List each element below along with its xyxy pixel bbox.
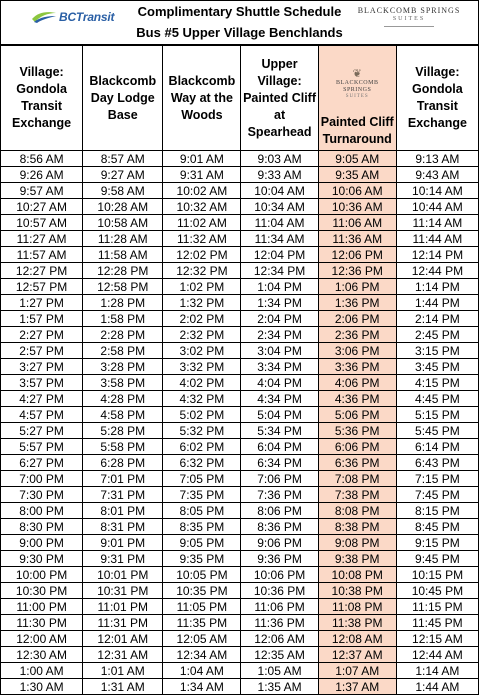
table-cell: 4:06 PM — [318, 375, 396, 391]
table-cell: 2:28 PM — [83, 327, 163, 343]
table-cell: 1:27 PM — [1, 295, 83, 311]
table-cell: 9:36 PM — [241, 551, 318, 567]
fern-icon: ❦ — [352, 68, 362, 80]
table-cell: 9:00 PM — [1, 535, 83, 551]
table-cell: 5:32 PM — [163, 423, 241, 439]
table-cell: 11:57 AM — [1, 247, 83, 263]
table-cell: 12:34 PM — [241, 263, 318, 279]
table-row — [1, 423, 479, 439]
table-cell: 7:08 PM — [318, 471, 396, 487]
table-cell: 10:57 AM — [1, 215, 83, 231]
table-cell: 12:34 AM — [163, 647, 241, 663]
table-cell: 12:35 AM — [241, 647, 318, 663]
table-cell: 3:04 PM — [241, 343, 318, 359]
table-cell: 10:32 AM — [163, 199, 241, 215]
table-cell: 1:35 AM — [241, 679, 318, 695]
table-cell: 4:36 PM — [318, 391, 396, 407]
table-cell: 6:02 PM — [163, 439, 241, 455]
table-cell: 8:01 PM — [83, 503, 163, 519]
table-cell: 9:57 AM — [1, 183, 83, 199]
table-cell: 11:36 AM — [318, 231, 396, 247]
table-cell: 8:57 AM — [83, 151, 163, 167]
schedule-title: Complimentary Shuttle Schedule — [137, 4, 342, 19]
column-header-label: Painted Cliff Turnaround — [320, 115, 394, 146]
table-row — [1, 263, 479, 279]
table-cell: 11:32 AM — [163, 231, 241, 247]
table-cell: 11:35 PM — [163, 615, 241, 631]
column-header-painted-cliff-spearhead: Upper Village: Painted Cliff at Spearhead — [241, 46, 318, 151]
table-cell: 11:36 PM — [241, 615, 318, 631]
table-cell: 3:28 PM — [83, 359, 163, 375]
table-row — [1, 471, 479, 487]
table-cell: 10:06 AM — [318, 183, 396, 199]
table-cell: 1:37 AM — [318, 679, 396, 695]
table-cell: 6:27 PM — [1, 455, 83, 471]
table-cell: 1:28 PM — [83, 295, 163, 311]
schedule-table — [0, 45, 479, 695]
table-cell: 10:45 PM — [396, 583, 478, 599]
table-row — [1, 295, 479, 311]
table-cell: 11:05 PM — [163, 599, 241, 615]
table-cell: 7:15 PM — [396, 471, 478, 487]
table-row — [1, 199, 479, 215]
table-cell: 8:15 PM — [396, 503, 478, 519]
table-cell: 5:27 PM — [1, 423, 83, 439]
table-cell: 7:30 PM — [1, 487, 83, 503]
table-row — [1, 567, 479, 583]
table-row — [1, 311, 479, 327]
table-cell: 10:30 PM — [1, 583, 83, 599]
table-cell: 1:57 PM — [1, 311, 83, 327]
table-cell: 10:08 PM — [318, 567, 396, 583]
table-cell: 8:00 PM — [1, 503, 83, 519]
table-row — [1, 519, 479, 535]
table-cell: 10:28 AM — [83, 199, 163, 215]
table-cell: 8:56 AM — [1, 151, 83, 167]
table-cell: 2:34 PM — [241, 327, 318, 343]
table-row — [1, 375, 479, 391]
table-cell: 3:15 PM — [396, 343, 478, 359]
table-cell: 9:08 PM — [318, 535, 396, 551]
table-cell: 9:01 PM — [83, 535, 163, 551]
schedule-body — [1, 151, 479, 695]
partner-logo-name: BLACKCOMB SPRINGS — [357, 6, 461, 15]
table-cell: 9:45 PM — [396, 551, 478, 567]
table-cell: 9:05 PM — [163, 535, 241, 551]
table-cell: 9:13 AM — [396, 151, 478, 167]
table-cell: 9:58 AM — [83, 183, 163, 199]
table-cell: 2:36 PM — [318, 327, 396, 343]
table-row — [1, 183, 479, 199]
table-cell: 12:31 AM — [83, 647, 163, 663]
table-cell: 12:30 AM — [1, 647, 83, 663]
table-cell: 4:04 PM — [241, 375, 318, 391]
table-cell: 5:36 PM — [318, 423, 396, 439]
table-cell: 12:14 PM — [396, 247, 478, 263]
table-cell: 1:02 PM — [163, 279, 241, 295]
table-cell: 11:38 PM — [318, 615, 396, 631]
table-cell: 9:30 PM — [1, 551, 83, 567]
table-cell: 10:06 PM — [241, 567, 318, 583]
table-cell: 12:06 PM — [318, 247, 396, 263]
table-cell: 6:36 PM — [318, 455, 396, 471]
table-cell: 9:06 PM — [241, 535, 318, 551]
table-cell: 9:35 PM — [163, 551, 241, 567]
table-cell: 11:27 AM — [1, 231, 83, 247]
partner-logo-rule — [384, 26, 434, 27]
table-cell: 2:45 PM — [396, 327, 478, 343]
table-cell: 9:33 AM — [241, 167, 318, 183]
table-cell: 10:31 PM — [83, 583, 163, 599]
table-cell: 12:04 PM — [241, 247, 318, 263]
table-cell: 10:15 PM — [396, 567, 478, 583]
table-cell: 4:02 PM — [163, 375, 241, 391]
table-cell: 4:34 PM — [241, 391, 318, 407]
table-cell: 1:30 AM — [1, 679, 83, 695]
table-cell: 11:30 PM — [1, 615, 83, 631]
table-cell: 5:04 PM — [241, 407, 318, 423]
table-row — [1, 583, 479, 599]
partner-logo-sub: SUITES — [392, 16, 426, 22]
table-cell: 12:08 AM — [318, 631, 396, 647]
table-cell: 11:06 PM — [241, 599, 318, 615]
table-cell: 1:07 AM — [318, 663, 396, 679]
table-cell: 11:01 PM — [83, 599, 163, 615]
table-cell: 9:31 AM — [163, 167, 241, 183]
header-row — [1, 46, 479, 151]
table-cell: 7:45 PM — [396, 487, 478, 503]
table-cell: 4:28 PM — [83, 391, 163, 407]
table-cell: 11:04 AM — [241, 215, 318, 231]
table-cell: 2:27 PM — [1, 327, 83, 343]
table-cell: 10:44 AM — [396, 199, 478, 215]
table-cell: 11:00 PM — [1, 599, 83, 615]
table-cell: 9:27 AM — [83, 167, 163, 183]
table-row — [1, 359, 479, 375]
table-row — [1, 439, 479, 455]
table-cell: 12:36 PM — [318, 263, 396, 279]
table-cell: 5:15 PM — [396, 407, 478, 423]
table-cell: 8:30 PM — [1, 519, 83, 535]
table-cell: 12:01 AM — [83, 631, 163, 647]
table-cell: 12:57 PM — [1, 279, 83, 295]
mini-logo-name: BLACKCOMB SPRINGS — [335, 80, 379, 93]
table-cell: 8:05 PM — [163, 503, 241, 519]
table-row — [1, 151, 479, 167]
table-cell: 1:04 AM — [163, 663, 241, 679]
table-cell: 12:00 AM — [1, 631, 83, 647]
column-header-gondola-end: Village: Gondola Transit Exchange — [396, 46, 478, 151]
table-cell: 10:35 PM — [163, 583, 241, 599]
table-cell: 12:15 AM — [396, 631, 478, 647]
table-cell: 2:06 PM — [318, 311, 396, 327]
table-cell: 2:14 PM — [396, 311, 478, 327]
table-cell: 12:44 PM — [396, 263, 478, 279]
table-cell: 1:34 AM — [163, 679, 241, 695]
table-cell: 7:01 PM — [83, 471, 163, 487]
table-cell: 7:38 PM — [318, 487, 396, 503]
bctransit-logo-text: BCTransit — [59, 10, 115, 24]
table-cell: 3:45 PM — [396, 359, 478, 375]
table-cell: 9:01 AM — [163, 151, 241, 167]
table-cell: 12:37 AM — [318, 647, 396, 663]
table-row — [1, 167, 479, 183]
table-cell: 12:44 AM — [396, 647, 478, 663]
table-cell: 9:31 PM — [83, 551, 163, 567]
table-cell: 2:04 PM — [241, 311, 318, 327]
table-cell: 3:27 PM — [1, 359, 83, 375]
table-cell: 6:43 PM — [396, 455, 478, 471]
table-cell: 3:32 PM — [163, 359, 241, 375]
table-cell: 9:26 AM — [1, 167, 83, 183]
table-cell: 9:15 PM — [396, 535, 478, 551]
table-cell: 6:14 PM — [396, 439, 478, 455]
table-cell: 3:02 PM — [163, 343, 241, 359]
table-cell: 5:58 PM — [83, 439, 163, 455]
table-cell: 11:58 AM — [83, 247, 163, 263]
table-row — [1, 391, 479, 407]
table-row — [1, 679, 479, 695]
table-cell: 1:44 PM — [396, 295, 478, 311]
table-row — [1, 599, 479, 615]
table-row — [1, 647, 479, 663]
table-row — [1, 327, 479, 343]
table-row — [1, 551, 479, 567]
table-cell: 8:06 PM — [241, 503, 318, 519]
table-cell: 10:36 AM — [318, 199, 396, 215]
table-cell: 4:58 PM — [83, 407, 163, 423]
table-cell: 6:04 PM — [241, 439, 318, 455]
column-header-blackcomb-way: Blackcomb Way at the Woods — [163, 46, 241, 151]
table-row — [1, 407, 479, 423]
table-cell: 11:31 PM — [83, 615, 163, 631]
table-cell: 11:28 AM — [83, 231, 163, 247]
table-cell: 7:00 PM — [1, 471, 83, 487]
table-row — [1, 455, 479, 471]
table-row — [1, 279, 479, 295]
table-cell: 1:05 AM — [241, 663, 318, 679]
table-cell: 9:43 AM — [396, 167, 478, 183]
schedule-subtitle: Bus #5 Upper Village Benchlands — [136, 25, 343, 40]
table-cell: 12:27 PM — [1, 263, 83, 279]
table-cell: 3:57 PM — [1, 375, 83, 391]
mini-logo-sub: SUITES — [345, 94, 369, 99]
table-cell: 12:02 PM — [163, 247, 241, 263]
table-cell: 4:57 PM — [1, 407, 83, 423]
table-cell: 12:58 PM — [83, 279, 163, 295]
table-cell: 2:57 PM — [1, 343, 83, 359]
table-cell: 1:06 PM — [318, 279, 396, 295]
table-row — [1, 247, 479, 263]
table-cell: 9:03 AM — [241, 151, 318, 167]
title-area — [1, 1, 478, 45]
table-cell: 10:04 AM — [241, 183, 318, 199]
table-cell: 2:02 PM — [163, 311, 241, 327]
table-row — [1, 503, 479, 519]
table-row — [1, 487, 479, 503]
table-cell: 4:27 PM — [1, 391, 83, 407]
table-cell: 10:02 AM — [163, 183, 241, 199]
table-cell: 1:36 PM — [318, 295, 396, 311]
table-cell: 12:06 AM — [241, 631, 318, 647]
table-cell: 7:05 PM — [163, 471, 241, 487]
table-cell: 9:05 AM — [318, 151, 396, 167]
table-cell: 8:45 PM — [396, 519, 478, 535]
table-cell: 11:34 AM — [241, 231, 318, 247]
table-row — [1, 343, 479, 359]
table-cell: 7:35 PM — [163, 487, 241, 503]
table-cell: 5:45 PM — [396, 423, 478, 439]
blackcomb-springs-logo — [354, 6, 464, 34]
table-cell: 1:04 PM — [241, 279, 318, 295]
table-cell: 8:36 PM — [241, 519, 318, 535]
table-cell: 3:36 PM — [318, 359, 396, 375]
column-header-painted-cliff-turnaround — [318, 46, 396, 151]
table-cell: 11:14 AM — [396, 215, 478, 231]
table-cell: 3:06 PM — [318, 343, 396, 359]
table-cell: 10:14 AM — [396, 183, 478, 199]
table-cell: 1:32 PM — [163, 295, 241, 311]
table-cell: 8:08 PM — [318, 503, 396, 519]
table-cell: 11:44 AM — [396, 231, 478, 247]
table-cell: 12:32 PM — [163, 263, 241, 279]
table-cell: 4:45 PM — [396, 391, 478, 407]
table-cell: 7:36 PM — [241, 487, 318, 503]
table-cell: 10:38 PM — [318, 583, 396, 599]
table-cell: 1:31 AM — [83, 679, 163, 695]
table-cell: 8:31 PM — [83, 519, 163, 535]
table-row — [1, 231, 479, 247]
table-cell: 12:28 PM — [83, 263, 163, 279]
table-cell: 6:06 PM — [318, 439, 396, 455]
blackcomb-springs-mini-logo — [322, 69, 392, 100]
table-cell: 8:35 PM — [163, 519, 241, 535]
table-cell: 3:34 PM — [241, 359, 318, 375]
table-cell: 1:01 AM — [83, 663, 163, 679]
table-row — [1, 215, 479, 231]
table-cell: 9:38 PM — [318, 551, 396, 567]
table-cell: 11:45 PM — [396, 615, 478, 631]
table-row — [1, 663, 479, 679]
table-cell: 10:27 AM — [1, 199, 83, 215]
table-cell: 11:08 PM — [318, 599, 396, 615]
table-cell: 6:32 PM — [163, 455, 241, 471]
table-row — [1, 631, 479, 647]
table-cell: 8:38 PM — [318, 519, 396, 535]
table-cell: 1:14 PM — [396, 279, 478, 295]
table-cell: 2:32 PM — [163, 327, 241, 343]
table-cell: 2:58 PM — [83, 343, 163, 359]
table-cell: 5:34 PM — [241, 423, 318, 439]
table-cell: 5:28 PM — [83, 423, 163, 439]
table-row — [1, 615, 479, 631]
table-cell: 7:31 PM — [83, 487, 163, 503]
table-cell: 1:58 PM — [83, 311, 163, 327]
table-cell: 1:44 AM — [396, 679, 478, 695]
table-cell: 5:06 PM — [318, 407, 396, 423]
table-cell: 11:15 PM — [396, 599, 478, 615]
table-cell: 6:28 PM — [83, 455, 163, 471]
table-cell: 10:58 AM — [83, 215, 163, 231]
table-cell: 4:15 PM — [396, 375, 478, 391]
table-cell: 5:57 PM — [1, 439, 83, 455]
table-cell: 12:05 AM — [163, 631, 241, 647]
table-cell: 7:06 PM — [241, 471, 318, 487]
table-cell: 11:06 AM — [318, 215, 396, 231]
table-cell: 1:14 AM — [396, 663, 478, 679]
table-cell: 4:32 PM — [163, 391, 241, 407]
table-cell: 3:58 PM — [83, 375, 163, 391]
table-cell: 1:34 PM — [241, 295, 318, 311]
table-cell: 5:02 PM — [163, 407, 241, 423]
table-cell: 1:00 AM — [1, 663, 83, 679]
table-cell: 10:05 PM — [163, 567, 241, 583]
table-cell: 10:00 PM — [1, 567, 83, 583]
table-cell: 9:35 AM — [318, 167, 396, 183]
column-header-day-lodge: Blackcomb Day Lodge Base — [83, 46, 163, 151]
table-row — [1, 535, 479, 551]
table-cell: 10:36 PM — [241, 583, 318, 599]
table-cell: 10:01 PM — [83, 567, 163, 583]
column-header-gondola-start: Village: Gondola Transit Exchange — [1, 46, 83, 151]
table-cell: 11:02 AM — [163, 215, 241, 231]
table-cell: 10:34 AM — [241, 199, 318, 215]
table-cell: 6:34 PM — [241, 455, 318, 471]
